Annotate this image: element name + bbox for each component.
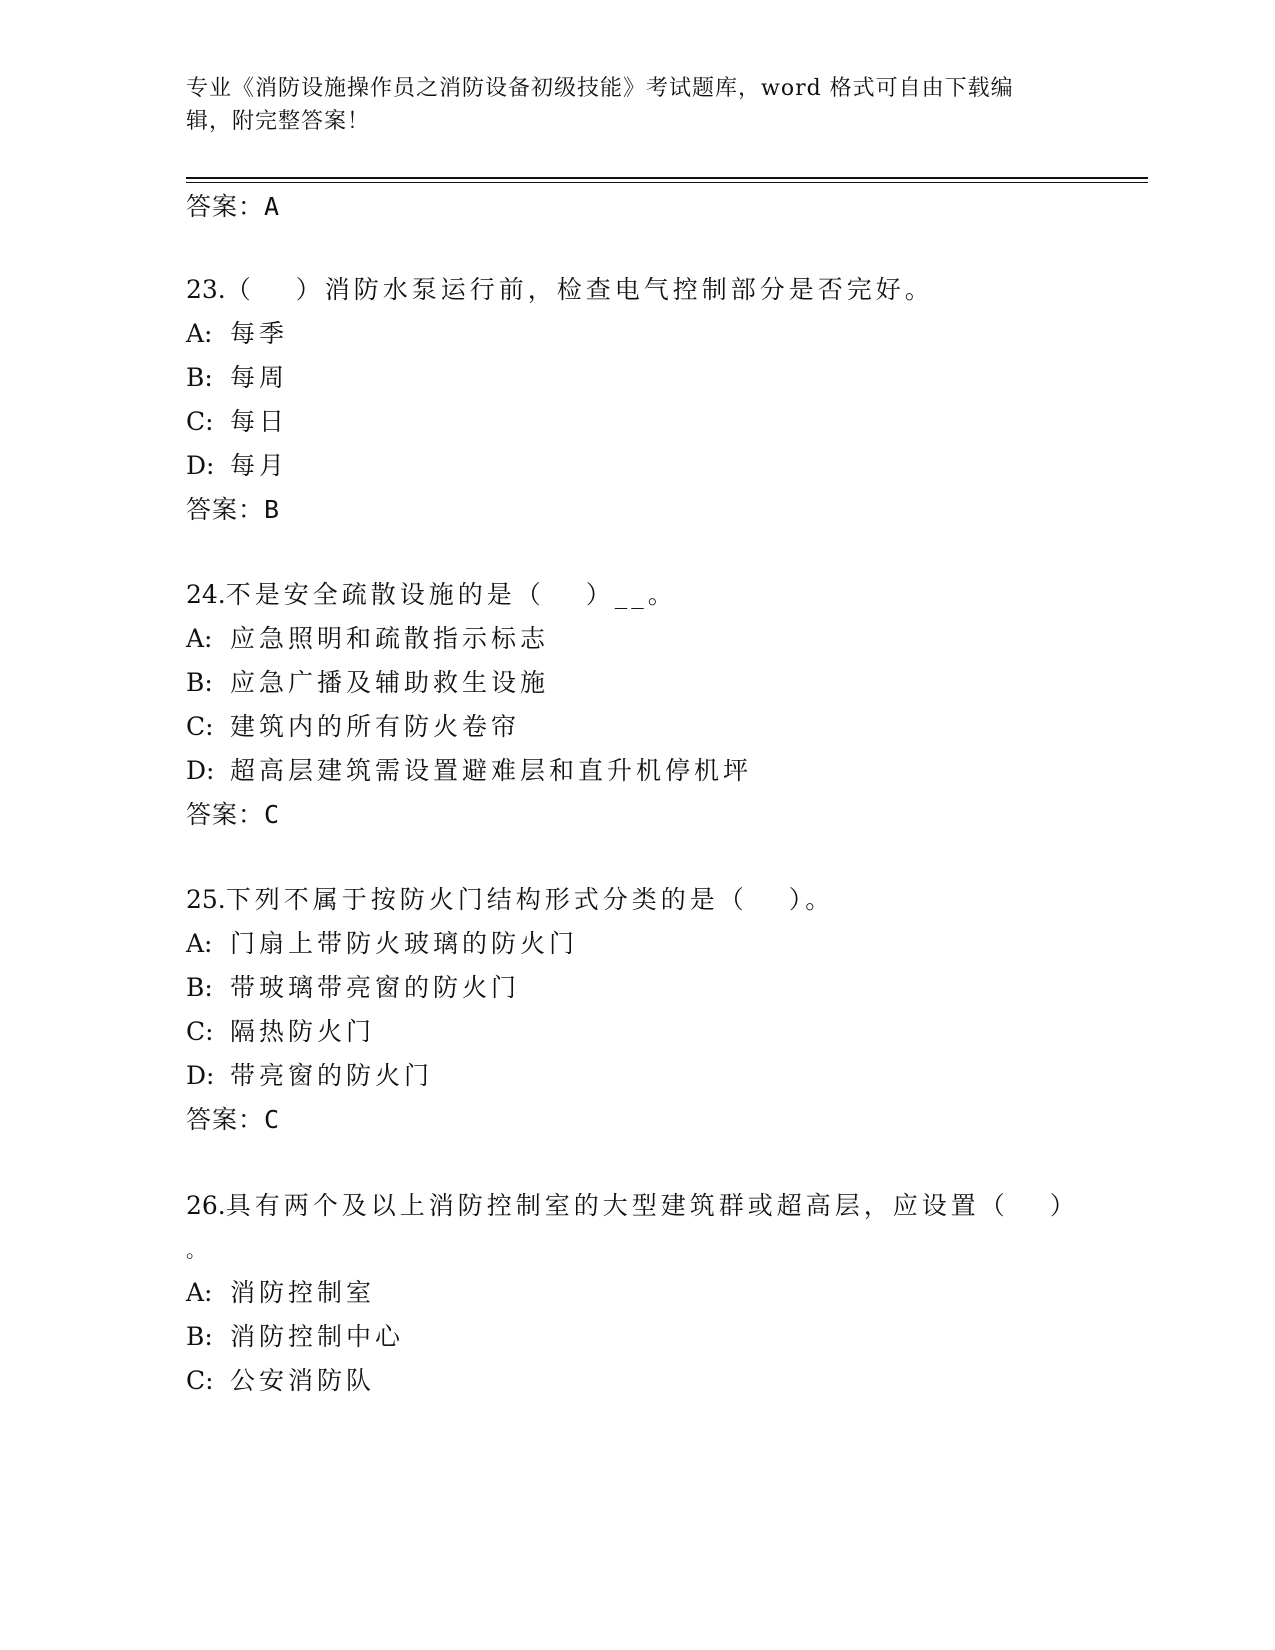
question-stem-continuation: 。 xyxy=(186,1238,210,1262)
option-text: 带玻璃带亮窗的防火门 xyxy=(230,973,521,1002)
option-key: A: xyxy=(186,929,213,958)
option-text: 超高层建筑需设置避难层和直升机停机坪 xyxy=(230,756,753,785)
option-key: A: xyxy=(186,1278,213,1307)
answer-line xyxy=(186,1103,280,1137)
answer-label: 答案： xyxy=(186,495,265,524)
option-b xyxy=(186,361,288,395)
option-c xyxy=(186,405,288,439)
option-b xyxy=(186,1320,404,1354)
option-d xyxy=(186,754,752,788)
question-number: 25. xyxy=(186,885,226,914)
option-c xyxy=(186,1364,375,1398)
question-number: 23. xyxy=(186,275,226,304)
option-text: 公安消防队 xyxy=(230,1366,376,1395)
option-text: 每月 xyxy=(230,451,289,480)
option-key: B: xyxy=(186,668,213,697)
option-text: 消防控制中心 xyxy=(230,1322,405,1351)
option-a xyxy=(186,927,578,961)
option-key: D: xyxy=(186,1061,215,1090)
document-header xyxy=(186,72,1086,138)
answer-line xyxy=(186,798,280,832)
option-text: 每日 xyxy=(230,407,289,436)
header-divider xyxy=(186,177,1148,179)
question-stem xyxy=(186,1189,1079,1223)
answer-label: 答案： xyxy=(186,800,265,829)
option-text: 带亮窗的防火门 xyxy=(230,1061,434,1090)
option-key: C: xyxy=(186,712,214,741)
option-text: 建筑内的所有防火卷帘 xyxy=(230,712,521,741)
header-line-1: 专业《消防设施操作员之消防设备初级技能》考试题库，word 格式可自由下载编 xyxy=(186,76,1014,101)
question-number: 24. xyxy=(186,580,226,609)
option-a xyxy=(186,317,288,351)
option-key: C: xyxy=(186,1017,214,1046)
option-b xyxy=(186,666,549,700)
option-key: D: xyxy=(186,756,215,785)
option-key: A: xyxy=(186,624,213,653)
option-c xyxy=(186,1015,375,1049)
option-a xyxy=(186,1276,375,1310)
option-key: C: xyxy=(186,1366,214,1395)
question-text: 具有两个及以上消防控制室的大型建筑群或超高层，应设置（ ） xyxy=(225,1191,1079,1220)
option-key: B: xyxy=(186,1322,213,1351)
option-text: 隔热防火门 xyxy=(230,1017,376,1046)
option-text: 消防控制室 xyxy=(230,1278,376,1307)
option-key: B: xyxy=(186,363,213,392)
question-number: 26. xyxy=(186,1191,226,1220)
answer-line xyxy=(186,190,280,224)
question-stem xyxy=(186,883,834,917)
answer-label: 答案： xyxy=(186,192,265,221)
answer-line xyxy=(186,493,280,527)
option-d xyxy=(186,449,288,483)
option-key: A: xyxy=(186,319,213,348)
question-text: 下列不属于按防火门结构形式分类的是（ ）。 xyxy=(225,885,835,914)
question-stem xyxy=(186,578,677,612)
option-a xyxy=(186,622,549,656)
option-c xyxy=(186,710,520,744)
option-text: 每季 xyxy=(230,319,289,348)
option-text: 应急照明和疏散指示标志 xyxy=(230,624,550,653)
question-stem xyxy=(186,273,934,307)
answer-label: 答案： xyxy=(186,1105,265,1134)
option-text: 每周 xyxy=(230,363,289,392)
question-text: （ ）消防水泵运行前，检查电气控制部分是否完好。 xyxy=(225,275,934,304)
option-text: 应急广播及辅助救生设施 xyxy=(230,668,550,697)
option-b xyxy=(186,971,520,1005)
option-key: D: xyxy=(186,451,215,480)
option-key: B: xyxy=(186,973,213,1002)
option-text: 门扇上带防火玻璃的防火门 xyxy=(230,929,579,958)
option-d xyxy=(186,1059,433,1093)
answer-value: C xyxy=(264,800,281,829)
header-line-2: 辑，附完整答案！ xyxy=(186,109,371,134)
option-key: C: xyxy=(186,407,214,436)
question-text: 不是安全疏散设施的是（ ）__。 xyxy=(225,580,677,609)
header-divider-thin xyxy=(186,182,1148,183)
answer-value: C xyxy=(264,1105,281,1134)
answer-value: A xyxy=(264,192,281,221)
answer-value: B xyxy=(264,495,281,524)
